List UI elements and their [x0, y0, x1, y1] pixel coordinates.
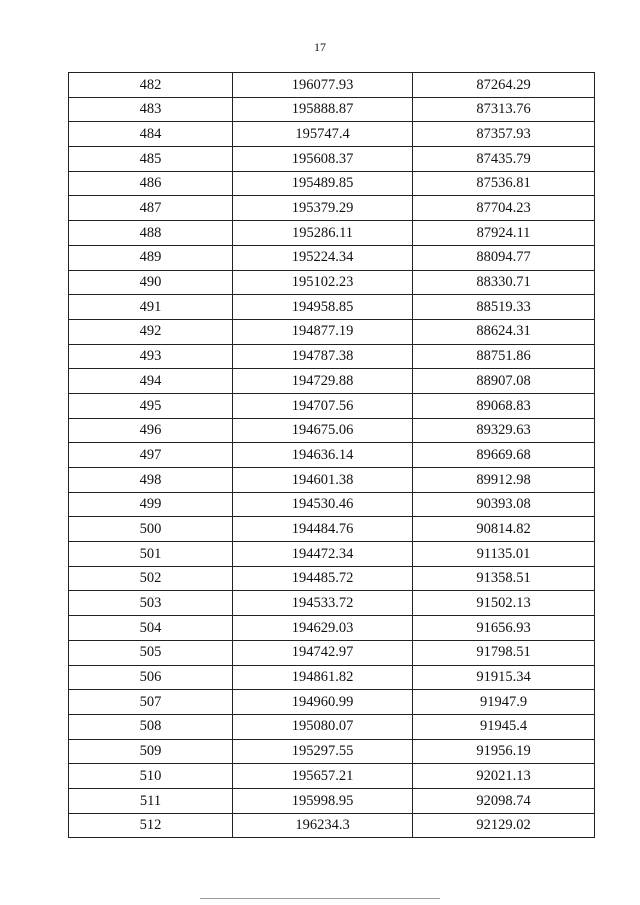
x-coordinate-cell: 195998.95	[233, 788, 413, 813]
point-number-cell: 509	[69, 739, 233, 764]
point-number-cell: 501	[69, 542, 233, 567]
x-coordinate-cell: 194877.19	[233, 319, 413, 344]
x-coordinate-cell: 195379.29	[233, 196, 413, 221]
table-row	[69, 122, 595, 147]
point-number-cell: 511	[69, 788, 233, 813]
point-number-cell: 498	[69, 468, 233, 493]
y-coordinate-cell: 89329.63	[413, 418, 595, 443]
point-number-cell: 508	[69, 714, 233, 739]
table-row	[69, 245, 595, 270]
y-coordinate-cell: 91135.01	[413, 542, 595, 567]
x-coordinate-cell: 196234.3	[233, 813, 413, 838]
x-coordinate-cell: 194742.97	[233, 640, 413, 665]
x-coordinate-cell: 195102.23	[233, 270, 413, 295]
table-row	[69, 714, 595, 739]
x-coordinate-cell: 195489.85	[233, 171, 413, 196]
table-row	[69, 147, 595, 172]
y-coordinate-cell: 87536.81	[413, 171, 595, 196]
y-coordinate-cell: 89669.68	[413, 443, 595, 468]
point-number-cell: 499	[69, 492, 233, 517]
x-coordinate-cell: 194636.14	[233, 443, 413, 468]
point-number-cell: 494	[69, 369, 233, 394]
y-coordinate-cell: 88907.08	[413, 369, 595, 394]
table-body	[69, 73, 595, 838]
table-row	[69, 542, 595, 567]
table-row	[69, 616, 595, 641]
page-number: 17	[314, 40, 326, 54]
point-number-cell: 490	[69, 270, 233, 295]
x-coordinate-cell: 195297.55	[233, 739, 413, 764]
x-coordinate-cell: 196077.93	[233, 73, 413, 98]
y-coordinate-cell: 87924.11	[413, 221, 595, 246]
point-number-cell: 496	[69, 418, 233, 443]
y-coordinate-cell: 88751.86	[413, 344, 595, 369]
table-row	[69, 418, 595, 443]
table-row	[69, 270, 595, 295]
y-coordinate-cell: 89068.83	[413, 393, 595, 418]
table-row	[69, 640, 595, 665]
y-coordinate-cell: 92021.13	[413, 764, 595, 789]
point-number-cell: 492	[69, 319, 233, 344]
table-row	[69, 369, 595, 394]
bottom-rule	[200, 898, 440, 899]
y-coordinate-cell: 88519.33	[413, 295, 595, 320]
point-number-cell: 486	[69, 171, 233, 196]
table-row	[69, 788, 595, 813]
point-number-cell: 503	[69, 591, 233, 616]
y-coordinate-cell: 91656.93	[413, 616, 595, 641]
y-coordinate-cell: 91947.9	[413, 690, 595, 715]
point-number-cell: 505	[69, 640, 233, 665]
x-coordinate-cell: 195080.07	[233, 714, 413, 739]
table-row	[69, 171, 595, 196]
point-number-cell: 485	[69, 147, 233, 172]
table-row	[69, 566, 595, 591]
y-coordinate-cell: 91358.51	[413, 566, 595, 591]
x-coordinate-cell: 194484.76	[233, 517, 413, 542]
point-number-cell: 495	[69, 393, 233, 418]
x-coordinate-cell: 194960.99	[233, 690, 413, 715]
point-number-cell: 488	[69, 221, 233, 246]
point-number-cell: 482	[69, 73, 233, 98]
table-row	[69, 295, 595, 320]
x-coordinate-cell: 194958.85	[233, 295, 413, 320]
y-coordinate-cell: 89912.98	[413, 468, 595, 493]
y-coordinate-cell: 88624.31	[413, 319, 595, 344]
coordinates-table	[68, 72, 595, 838]
y-coordinate-cell: 88094.77	[413, 245, 595, 270]
y-coordinate-cell: 90814.82	[413, 517, 595, 542]
point-number-cell: 497	[69, 443, 233, 468]
y-coordinate-cell: 91502.13	[413, 591, 595, 616]
table-row	[69, 344, 595, 369]
x-coordinate-cell: 195747.4	[233, 122, 413, 147]
table-row	[69, 443, 595, 468]
y-coordinate-cell: 87264.29	[413, 73, 595, 98]
x-coordinate-cell: 195657.21	[233, 764, 413, 789]
x-coordinate-cell: 194787.38	[233, 344, 413, 369]
x-coordinate-cell: 194533.72	[233, 591, 413, 616]
table-row	[69, 739, 595, 764]
y-coordinate-cell: 88330.71	[413, 270, 595, 295]
y-coordinate-cell: 87704.23	[413, 196, 595, 221]
point-number-cell: 512	[69, 813, 233, 838]
table-row	[69, 73, 595, 98]
table-row	[69, 393, 595, 418]
x-coordinate-cell: 194861.82	[233, 665, 413, 690]
point-number-cell: 500	[69, 517, 233, 542]
table-row	[69, 492, 595, 517]
x-coordinate-cell: 195608.37	[233, 147, 413, 172]
x-coordinate-cell: 194729.88	[233, 369, 413, 394]
x-coordinate-cell: 194601.38	[233, 468, 413, 493]
x-coordinate-cell: 194472.34	[233, 542, 413, 567]
x-coordinate-cell: 194707.56	[233, 393, 413, 418]
table-row	[69, 97, 595, 122]
point-number-cell: 504	[69, 616, 233, 641]
table-row	[69, 221, 595, 246]
point-number-cell: 489	[69, 245, 233, 270]
x-coordinate-cell: 194530.46	[233, 492, 413, 517]
point-number-cell: 506	[69, 665, 233, 690]
y-coordinate-cell: 92098.74	[413, 788, 595, 813]
x-coordinate-cell: 195224.34	[233, 245, 413, 270]
point-number-cell: 487	[69, 196, 233, 221]
point-number-cell: 484	[69, 122, 233, 147]
y-coordinate-cell: 90393.08	[413, 492, 595, 517]
y-coordinate-cell: 91945.4	[413, 714, 595, 739]
point-number-cell: 493	[69, 344, 233, 369]
table-row	[69, 690, 595, 715]
table-row	[69, 813, 595, 838]
y-coordinate-cell: 92129.02	[413, 813, 595, 838]
point-number-cell: 491	[69, 295, 233, 320]
table-row	[69, 319, 595, 344]
table-row	[69, 591, 595, 616]
table-row	[69, 468, 595, 493]
y-coordinate-cell: 91798.51	[413, 640, 595, 665]
y-coordinate-cell: 87357.93	[413, 122, 595, 147]
table-row	[69, 764, 595, 789]
point-number-cell: 502	[69, 566, 233, 591]
x-coordinate-cell: 194675.06	[233, 418, 413, 443]
y-coordinate-cell: 87313.76	[413, 97, 595, 122]
table-row	[69, 665, 595, 690]
x-coordinate-cell: 194629.03	[233, 616, 413, 641]
y-coordinate-cell: 91956.19	[413, 739, 595, 764]
x-coordinate-cell: 194485.72	[233, 566, 413, 591]
point-number-cell: 507	[69, 690, 233, 715]
y-coordinate-cell: 91915.34	[413, 665, 595, 690]
x-coordinate-cell: 195888.87	[233, 97, 413, 122]
x-coordinate-cell: 195286.11	[233, 221, 413, 246]
point-number-cell: 510	[69, 764, 233, 789]
point-number-cell: 483	[69, 97, 233, 122]
y-coordinate-cell: 87435.79	[413, 147, 595, 172]
table-row	[69, 196, 595, 221]
table-row	[69, 517, 595, 542]
